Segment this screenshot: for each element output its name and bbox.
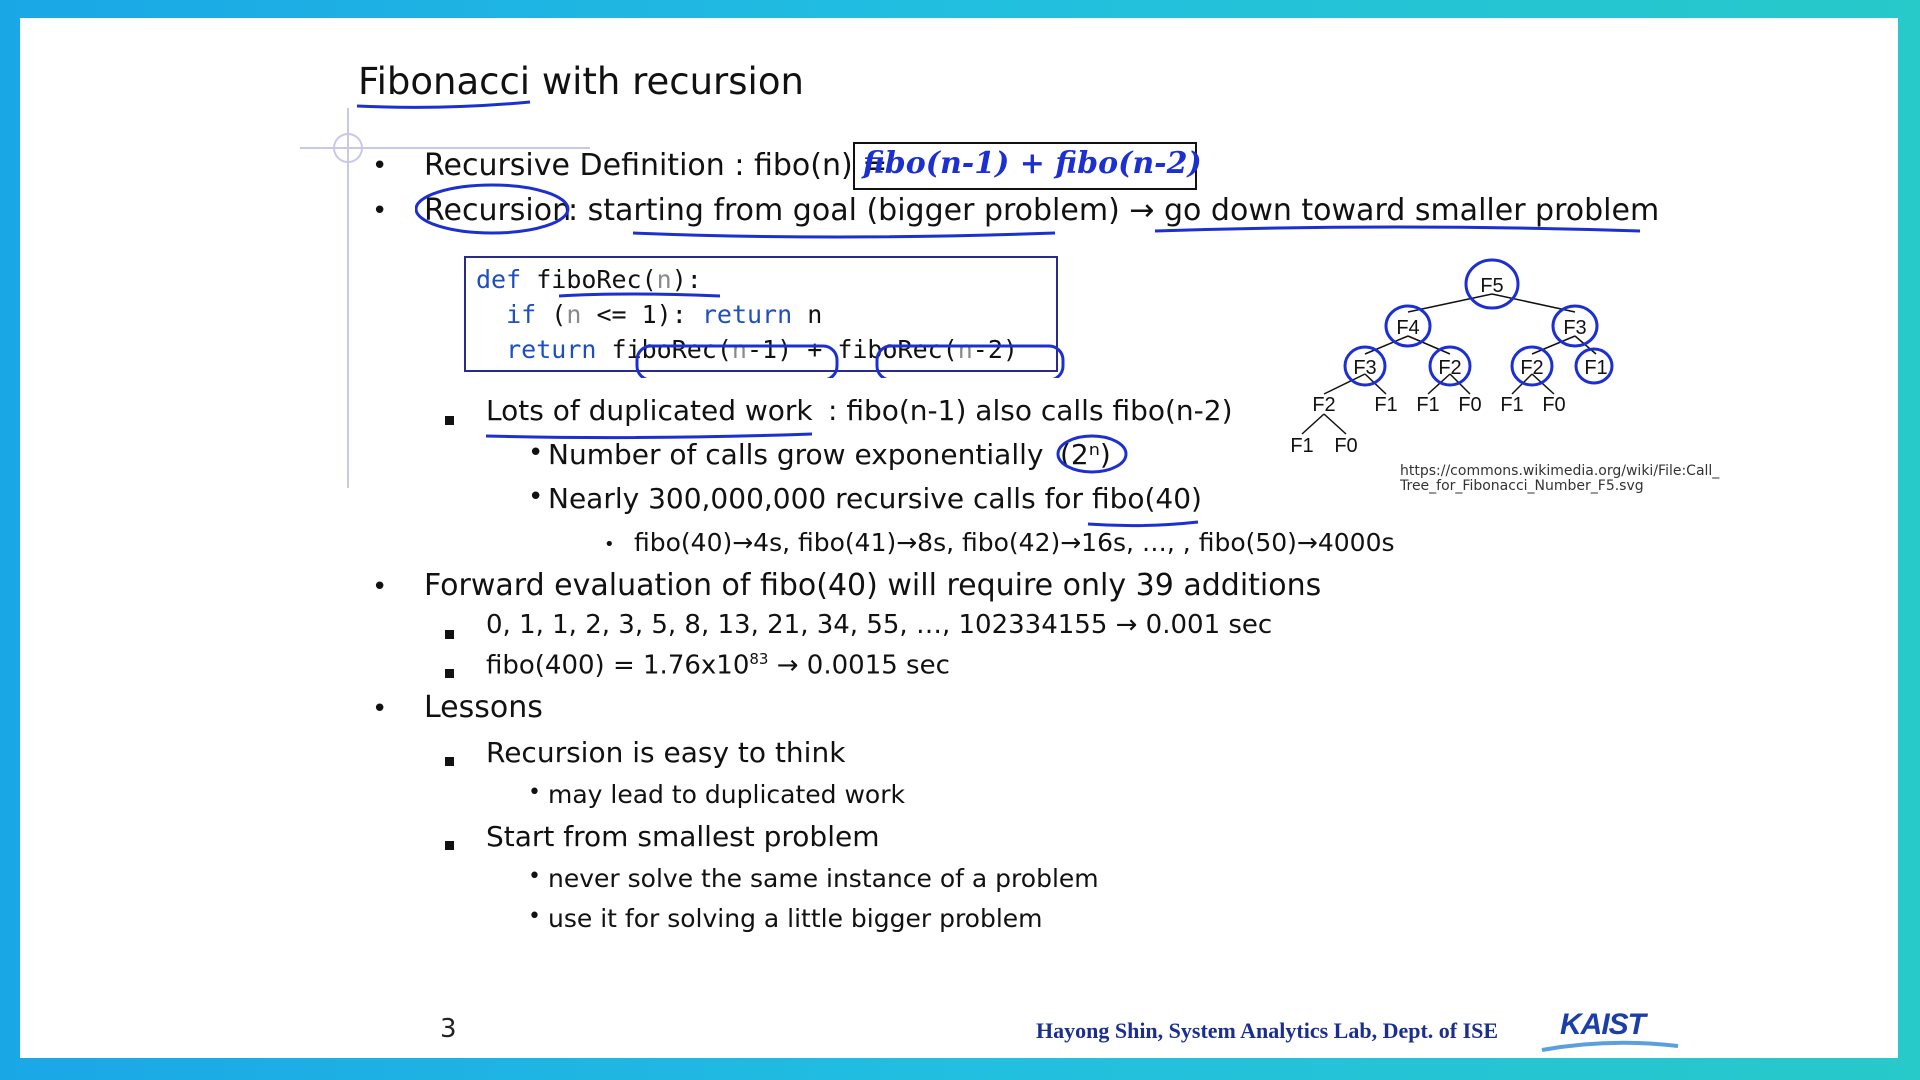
tree-node: F3 [1563,317,1587,339]
tree-node: F0 [1334,435,1358,457]
bullet-dot: • [372,196,388,226]
tree-node: F1 [1290,435,1314,457]
two-n-circle [1054,432,1134,478]
kaist-logo: KAIST [1560,1008,1645,1041]
bullet-dot: • [528,904,541,929]
code-annotations [545,258,1065,378]
square-bullet [445,663,454,682]
may-lead-text: may lead to duplicated work [548,780,905,809]
image-credit: https://commons.wikimedia.org/wiki/File:Call_ Tree_for_Fibonacci_Number_F5.svg [1400,463,1720,494]
recursive-definition-label: Recursive Definition : fibo(n) = [424,148,888,183]
code-line-3: return fiboRec(n-1) + fiboRec(n-2) [506,335,1018,364]
nearly-calls-text: Nearly 300,000,000 recursive calls for fibo(40) [548,482,1202,515]
square-bullet [445,410,454,429]
use-it-text: use it for solving a little bigger problem [548,904,1043,933]
code-line-1: def fiboRec(n): [476,265,702,294]
forward-evaluation-text: Forward evaluation of fibo(40) will require only 39 additions [424,568,1322,603]
tree-node: F1 [1500,394,1524,416]
tree-node: F2 [1438,357,1462,379]
sequence-text: 0, 1, 1, 2, 3, 5, 8, 13, 21, 34, 55, …, 102334155 → 0.001 sec [486,610,1273,640]
never-solve-text: never solve the same instance of a problem [548,864,1099,893]
slide [20,18,1898,1058]
square-bullet [445,835,454,854]
tree-node: F1 [1416,394,1440,416]
tree-node: F5 [1480,275,1504,297]
recursion-word: Recursion [424,193,572,228]
handwritten-definition: fibo(n-1) + fibo(n-2) [863,146,1202,181]
tree-node: F2 [1312,394,1336,416]
bullet-dot: • [528,864,541,889]
square-bullet [445,624,454,643]
bullet-dot: • [528,482,544,512]
tree-node: F4 [1396,317,1420,339]
tree-node: F0 [1458,394,1482,416]
timings-text: fibo(40)→4s, fibo(41)→8s, fibo(42)→16s, …, , fibo(50)→4000s [634,528,1395,557]
bullet-dot: • [528,438,544,468]
page-title: Fibonacci with recursion [358,60,804,103]
square-bullet [445,751,454,770]
duplicated-work-label: Lots of duplicated work [486,394,813,427]
duplicated-work-description: : fibo(n-1) also calls fibo(n-2) [828,394,1233,427]
footer-author: Hayong Shin, System Analytics Lab, Dept. of ISE [1036,1018,1499,1043]
bullet-dot: • [372,151,388,181]
calls-grow-text: Number of calls grow exponentially [548,438,1044,471]
tree-node: F1 [1584,357,1608,379]
bullet-dot: • [372,572,388,602]
fibo400-text: fibo(400) = $1.76x10^{83} \to 0.0015$ sec [486,650,950,681]
lessons-heading: Lessons [424,690,543,725]
bullet-dot-small: • [604,534,615,555]
easy-to-think-text: Recursion is easy to think [486,736,846,769]
tree-node: F0 [1542,394,1566,416]
tree-node: F3 [1353,357,1377,379]
kaist-logo-swoosh [1540,1040,1680,1054]
tree-node: F1 [1374,394,1398,416]
code-line-2: if (n <= 1): return n [506,300,823,329]
recursion-annotations [415,183,1645,253]
fibonacci-call-tree [1260,254,1680,484]
title-underline [355,98,535,112]
tree-node: F2 [1520,357,1544,379]
page-number: 3 [440,1014,457,1044]
calls-grow-value: (2ⁿ) [1060,438,1111,471]
bullet-dot: • [372,694,388,724]
start-smallest-text: Start from smallest problem [486,820,880,853]
bullet-dot: • [528,780,541,805]
recursion-description: : starting from goal (bigger problem) → go down toward smaller problem [568,193,1660,228]
